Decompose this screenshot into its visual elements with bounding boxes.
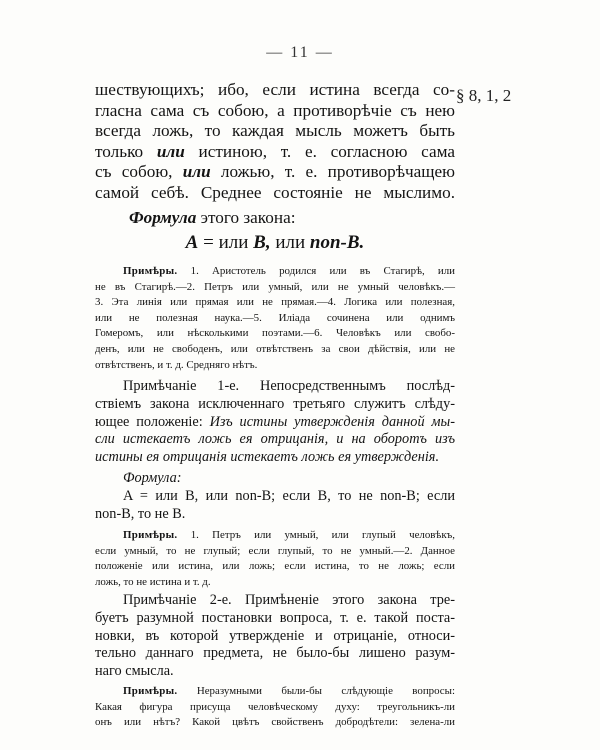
formula-label: Формула: xyxy=(123,469,182,486)
text-line: Примѣры. 1. Аристотель родился или въ Стагирѣ, или xyxy=(123,265,455,277)
formula-line: A = или B, или non-B; если B, то не non-B; если xyxy=(123,487,455,504)
text-line: ложь, то не истина и т. д. xyxy=(95,575,211,588)
text-line: Примѣчаніе 1-е. Непосредственнымъ послѣд- xyxy=(123,378,456,394)
text-line: отвѣтственъ, и т. д. Средняго нѣтъ. xyxy=(95,358,258,371)
note-block-1 xyxy=(95,378,455,523)
text-line: Примѣры. Неразумными были-бы слѣдующіе вопросы: xyxy=(123,685,455,697)
examples-block-2 xyxy=(95,528,455,590)
text-line: истины ея отрицанія истекаетъ ложь ея утвержденія. xyxy=(95,449,440,466)
text-line: шествующихъ; ибо, если истина всегда со- xyxy=(95,80,455,99)
text-line: денъ, или не свободенъ, или отвѣтственъ за свои дѣйствія, или не xyxy=(95,342,455,355)
text-line: гласна сама съ собою, а противорѣчіе съ нею xyxy=(95,100,455,120)
examples-block-1 xyxy=(95,264,455,373)
text-line: съ собою, или ложью, т. е. противорѣчащею xyxy=(95,162,456,182)
text-line: онъ или нѣтъ? Какой цвѣтъ свойственъ добродѣтели: зелена-ли xyxy=(95,716,455,729)
text-line: всегда ложь, то каждая мысль можетъ быть xyxy=(95,121,455,141)
text-line: Примѣчаніе 2-е. Примѣненіе этого закона тре- xyxy=(123,592,455,608)
examples-label: Примѣры. xyxy=(123,265,178,277)
examples-block-3 xyxy=(95,684,455,731)
formula-label-rest: этого закона: xyxy=(200,208,296,227)
text-line: Гомеромъ, или нѣсколькими поэтами.—6. Человѣкъ или свобо- xyxy=(95,327,455,340)
emphasis: или xyxy=(182,162,211,182)
formula-heading xyxy=(95,208,455,229)
formula-line: non-B, то не B. xyxy=(95,505,186,522)
formula-label: Формула xyxy=(129,208,197,227)
text-line: ствіемъ закона исключеннаго третьяго служитъ слѣду- xyxy=(95,395,455,412)
paragraph-intro xyxy=(95,80,455,204)
text-line: или не полезная наука.—5. Иліада сочинена или однимъ xyxy=(95,311,455,324)
text-line: Примѣры. 1. Петръ или умный, или глупый человѣкъ, xyxy=(123,529,455,541)
text-line: ющее положеніе: Изъ истины утвержденія данной мы- xyxy=(95,413,455,430)
note-block-2 xyxy=(95,592,455,681)
examples-label: Примѣры. xyxy=(123,529,178,541)
text-line: новки, въ которой утвержденіе и отрицаніе, относи- xyxy=(95,627,455,644)
note-label: Примѣчаніе 1-е. xyxy=(123,378,240,394)
section-reference: § 8, 1, 2 xyxy=(456,86,512,105)
text-line: тельно даннаго предмета, не было-бы лишено разум- xyxy=(95,645,455,662)
text-line: наго смысла. xyxy=(95,663,174,680)
text-line: самой себѣ. Среднее состояніе не мыслимо. xyxy=(95,182,455,202)
note-label: Примѣчаніе 2-е. xyxy=(123,592,232,608)
text-line: положеніе или истина, или ложь; если истина, то не ложь; если xyxy=(95,560,455,573)
text-line: буетъ разумной постановки вопроса, т. е. такой поста- xyxy=(95,609,455,626)
text-line: не въ Стагирѣ.—2. Петръ или умный, или не умный человѣкъ.— xyxy=(95,280,455,293)
text-line: 3. Эта линія или прямая или не прямая.—4. Логика или полезная, xyxy=(95,296,455,309)
page-number: — 11 — xyxy=(266,44,334,61)
text-line: сли истекаетъ ложь ея отрицанія, и на оборотъ изъ xyxy=(95,431,455,448)
formula-expression: A = или B, или non-B. xyxy=(185,232,365,253)
text-line: если умный, то не глупый; если глупый, то не умный.—2. Данное xyxy=(95,544,455,557)
text-line: Какая фигура присуща человѣческому духу: треугольникъ-ли xyxy=(95,700,455,713)
examples-label: Примѣры. xyxy=(123,685,178,697)
emphasis: или xyxy=(156,141,185,161)
text-line: только или истиною, т. е. согласною сама xyxy=(95,141,456,161)
